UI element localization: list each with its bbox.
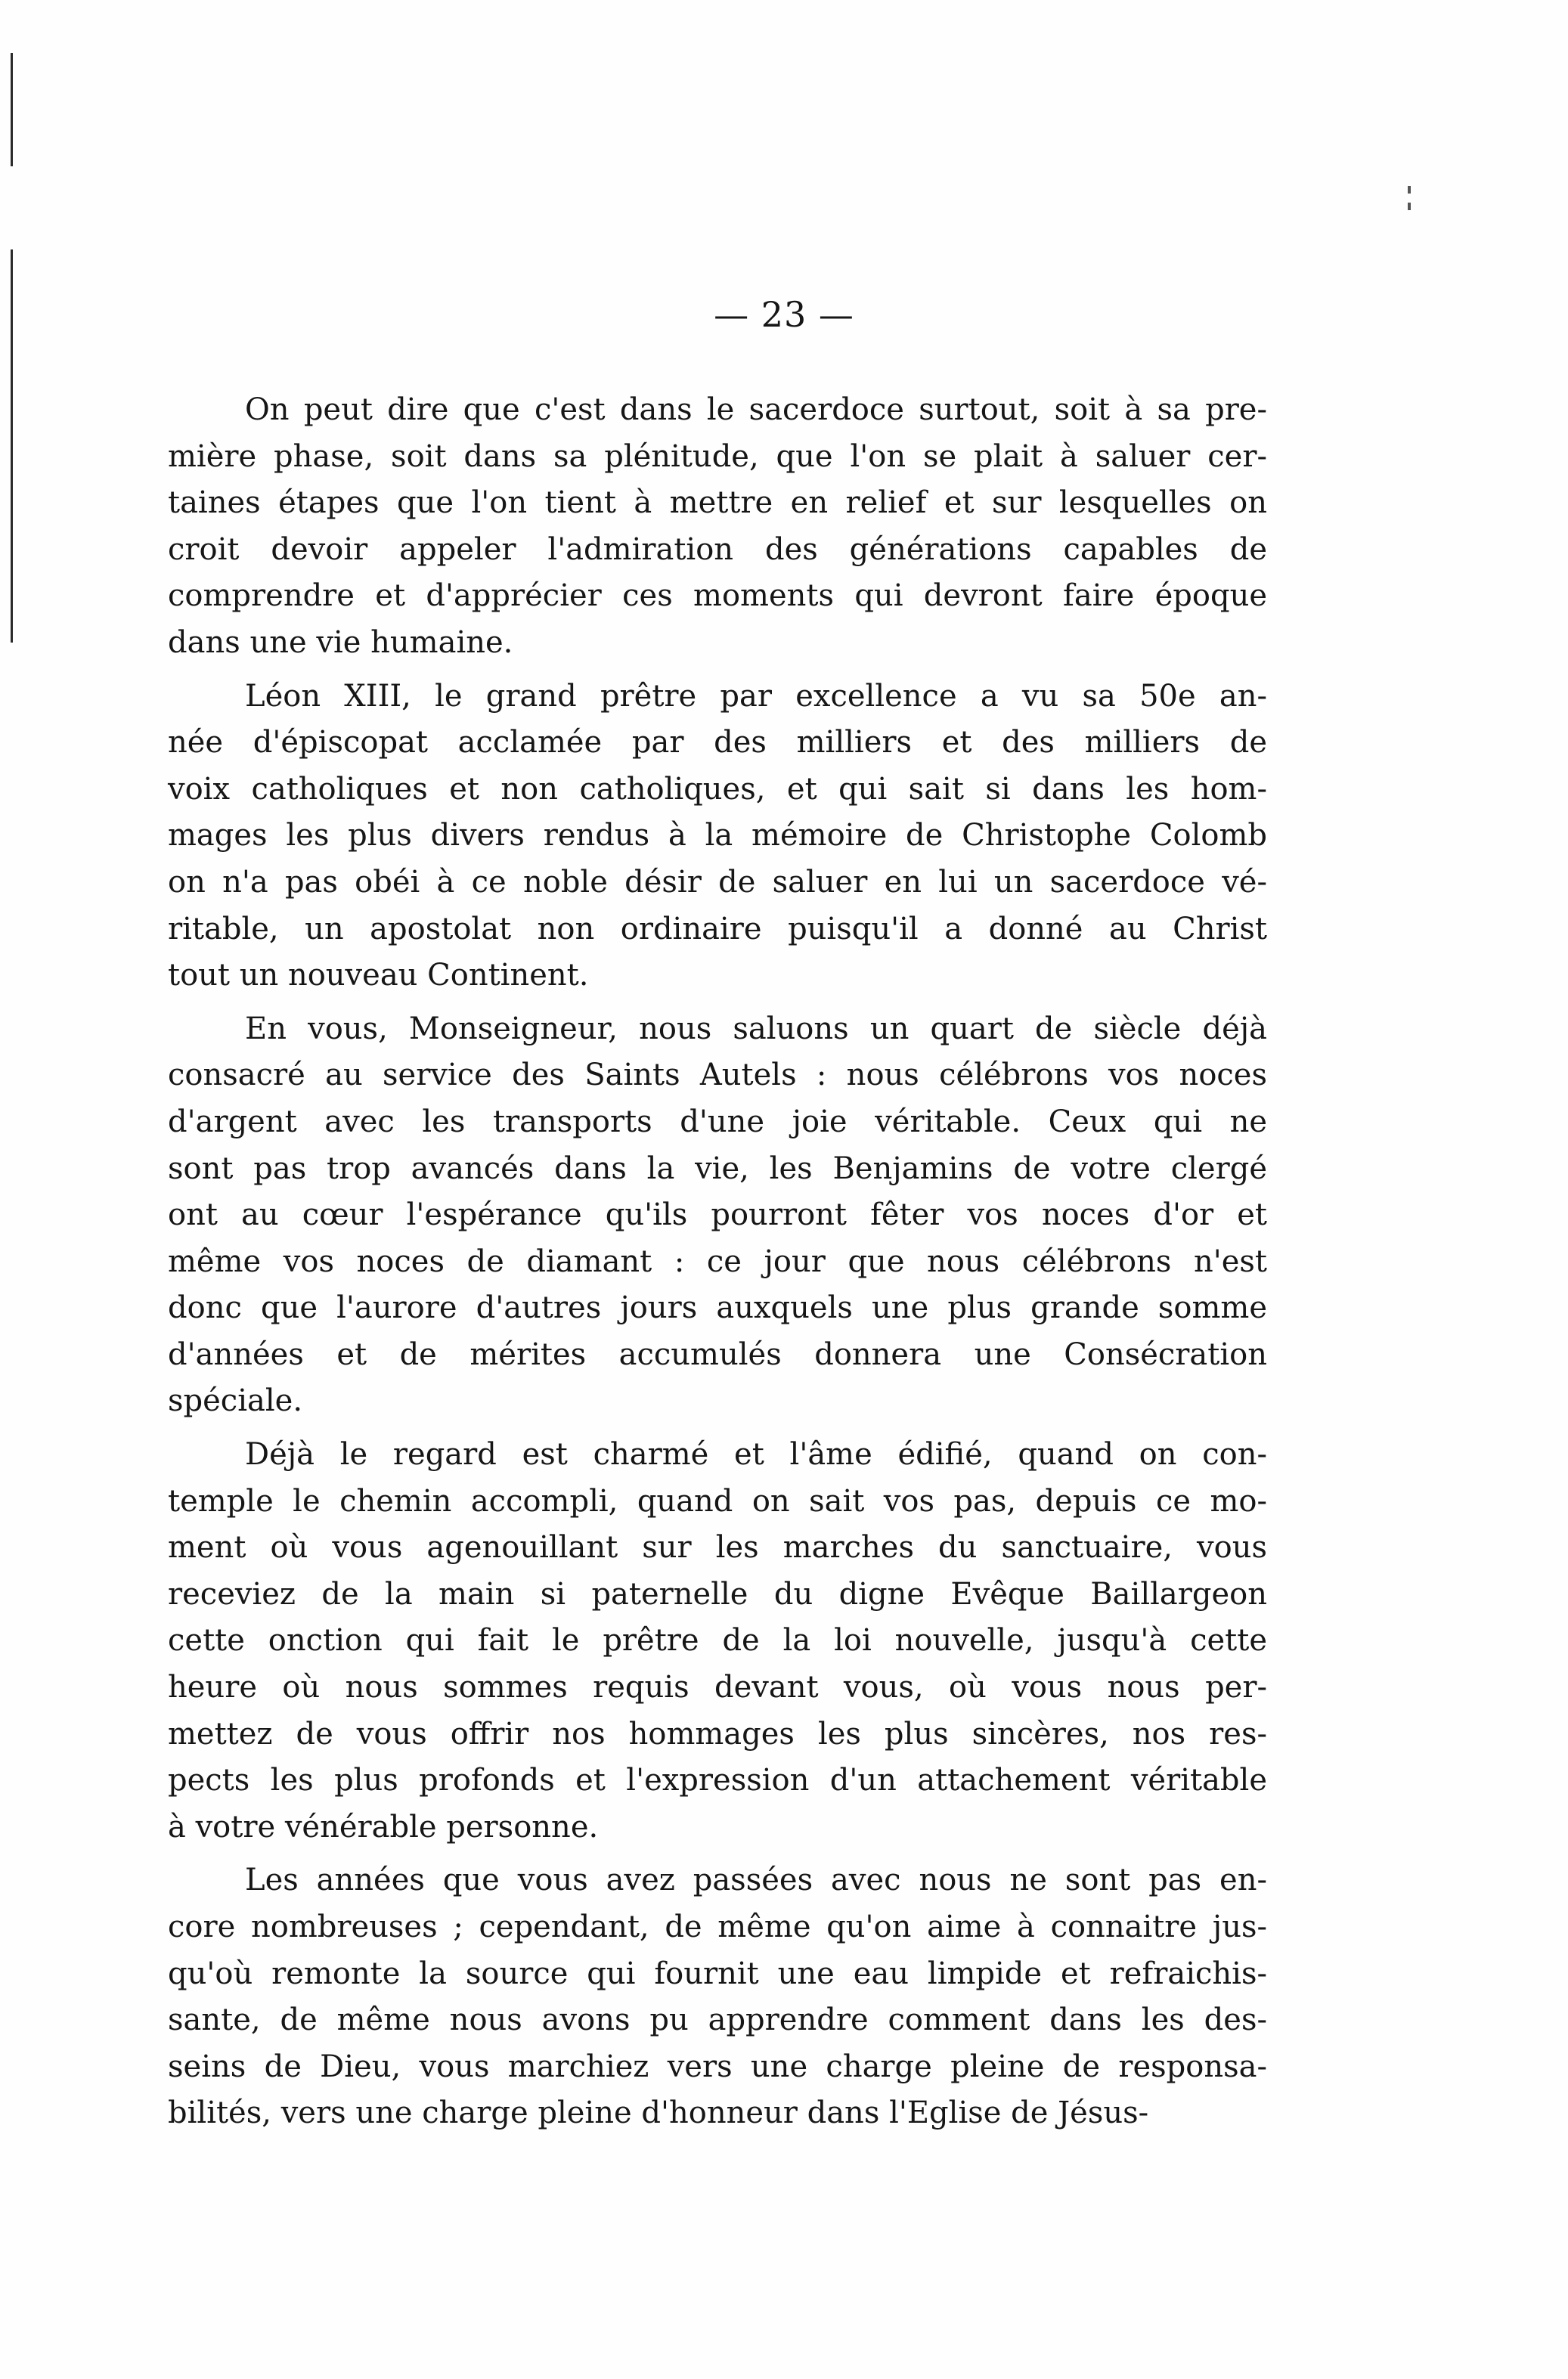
text-line: spéciale. [168, 1383, 303, 1419]
text-line: ont au cœur l'espérance qu'ils pourront fêter vos noces d'or et [168, 1197, 1267, 1233]
scan-speck [1408, 203, 1411, 210]
text-line: sante, de même nous avons pu apprendre comment dans les des- [168, 2003, 1267, 2038]
text-line: donc que l'aurore d'autres jours auxquels une plus grande somme [168, 1290, 1267, 1326]
text-line: sont pas trop avancés dans la vie, les Benjamins de votre clergé [168, 1151, 1267, 1186]
text-line: ment où vous agenouillant sur les marches du sanctuaire, vous [168, 1530, 1267, 1566]
text-line: temple le chemin accompli, quand on sait vos pas, depuis ce mo- [168, 1483, 1267, 1519]
text-line: mière phase, soit dans sa plénitude, que l'on se plait à saluer cer- [168, 438, 1267, 474]
text-line: d'années et de mérites accumulés donnera une Consécration [168, 1337, 1267, 1372]
text-line: d'argent avec les transports d'une joie véritable. Ceux qui ne [168, 1104, 1267, 1139]
paragraph [168, 674, 1267, 999]
text-line: pects les plus profonds et l'expression d'un attachement véritable [168, 1763, 1267, 1798]
text-line: core nombreuses ; cependant, de même qu'on aime à connaitre jus- [168, 1910, 1267, 1944]
text-line: consacré au service des Saints Autels : nous célébrons vos noces [168, 1058, 1267, 1093]
text-line: cette onction qui fait le prêtre de la loi nouvelle, jusqu'à cette [168, 1623, 1267, 1659]
paragraph [168, 387, 1267, 667]
text-line: receviez de la main si paternelle du digne Evêque Baillargeon [168, 1576, 1267, 1612]
scan-edge-mark [11, 53, 13, 166]
text-line: ritable, un apostolat non ordinaire puisqu'il a donné au Christ [168, 911, 1267, 946]
text-line: qu'où remonte la source qui fournit une eau limpide et refraichis- [168, 1956, 1267, 1991]
text-line: Déjà le regard est charmé et l'âme édifié, quand on con- [245, 1437, 1267, 1473]
body-text [168, 387, 1267, 2144]
paragraph [168, 1432, 1267, 1851]
page-number: — 23 — [714, 294, 854, 335]
text-line: comprendre et d'apprécier ces moments qui devront faire époque [168, 578, 1267, 614]
text-line: croit devoir appeler l'admiration des générations capables de [168, 531, 1267, 567]
text-line: même vos noces de diamant : ce jour que nous célébrons n'est [168, 1244, 1267, 1279]
text-line: Léon XIII, le grand prêtre par excellence a vu sa 50e an- [245, 678, 1267, 714]
text-line: tout un nouveau Continent. [168, 958, 589, 993]
text-line: On peut dire que c'est dans le sacerdoce surtout, soit à sa pre- [245, 392, 1267, 427]
text-line: En vous, Monseigneur, nous saluons un quart de siècle déjà [245, 1011, 1267, 1046]
text-line: née d'épiscopat acclamée par des milliers et des milliers de [168, 725, 1267, 760]
paragraph [168, 1857, 1267, 2137]
text-line: mages les plus divers rendus à la mémoire de Christophe Colomb [168, 818, 1267, 853]
text-line: voix catholiques et non catholiques, et qui sait si dans les hom- [168, 771, 1267, 807]
paragraph [168, 1006, 1267, 1425]
text-line: à votre vénérable personne. [168, 1809, 599, 1845]
scan-speck [1408, 186, 1411, 194]
text-line: taines étapes que l'on tient à mettre en relief et sur lesquelles on [168, 485, 1267, 521]
text-line: bilités, vers une charge pleine d'honneur dans l'Eglise de Jésus- [168, 2096, 1149, 2131]
text-line: heure où nous sommes requis devant vous, où vous nous per- [168, 1670, 1267, 1705]
text-line: mettez de vous offrir nos hommages les plus sincères, nos res- [168, 1716, 1267, 1752]
text-line: on n'a pas obéi à ce noble désir de saluer en lui un sacerdoce vé- [168, 864, 1267, 900]
text-line: seins de Dieu, vous marchiez vers une charge pleine de responsa- [168, 2049, 1267, 2084]
text-line: dans une vie humaine. [168, 624, 513, 660]
text-line: Les années que vous avez passées avec nous ne sont pas en- [245, 1863, 1267, 1898]
